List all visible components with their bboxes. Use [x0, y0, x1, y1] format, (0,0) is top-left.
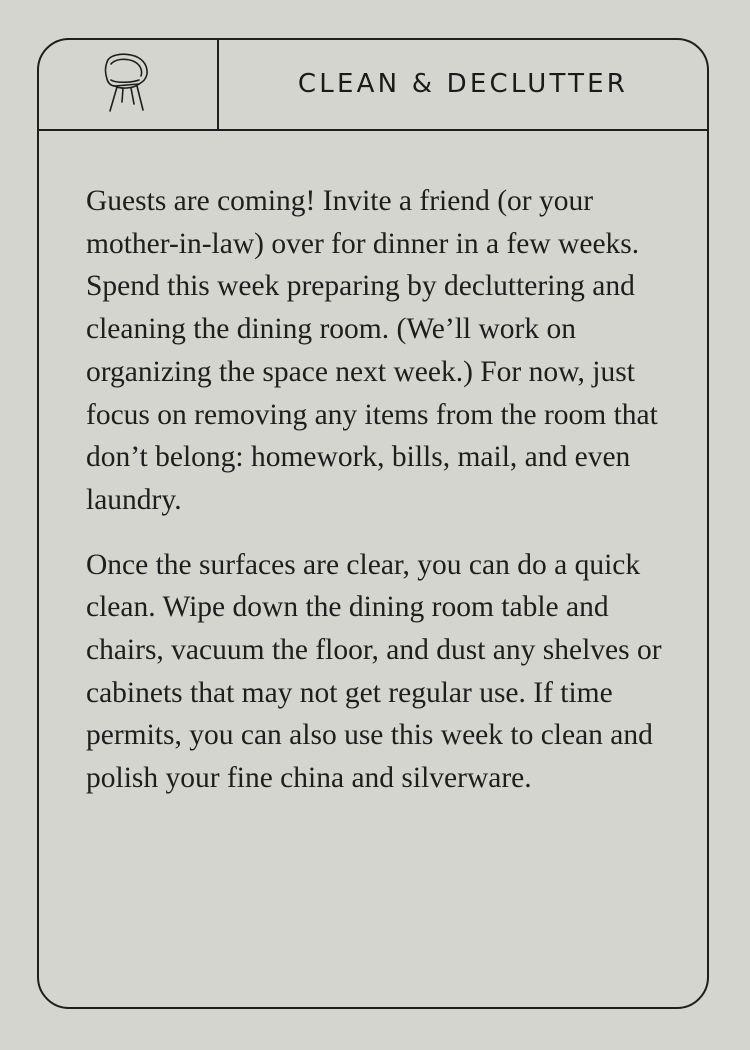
icon-cell	[39, 40, 219, 129]
card-title: CLEAN & DECLUTTER	[297, 69, 629, 99]
paragraph-1: Guests are coming! Invite a friend (or your mother-in-law) over for dinner in a few weeks. Spend this week preparing by decluttering and cleaning the dining room. (We’ll work on organizing the space next week.) For now, just focus on removing any items from the room that don’t belong: homework, bills, mail, and even laundry.	[86, 185, 658, 516]
card-body	[86, 180, 682, 822]
chair-icon	[101, 52, 151, 114]
task-card	[37, 38, 709, 1009]
paragraph-2: Once the surfaces are clear, you can do a quick clean. Wipe down the dining room table and chairs, vacuum the floor, and dust any shelves or cabinets that may not get regular use. If time permits, you can also use this week to clean and polish your fine china and silverware.	[86, 548, 662, 795]
card-header	[39, 40, 707, 131]
